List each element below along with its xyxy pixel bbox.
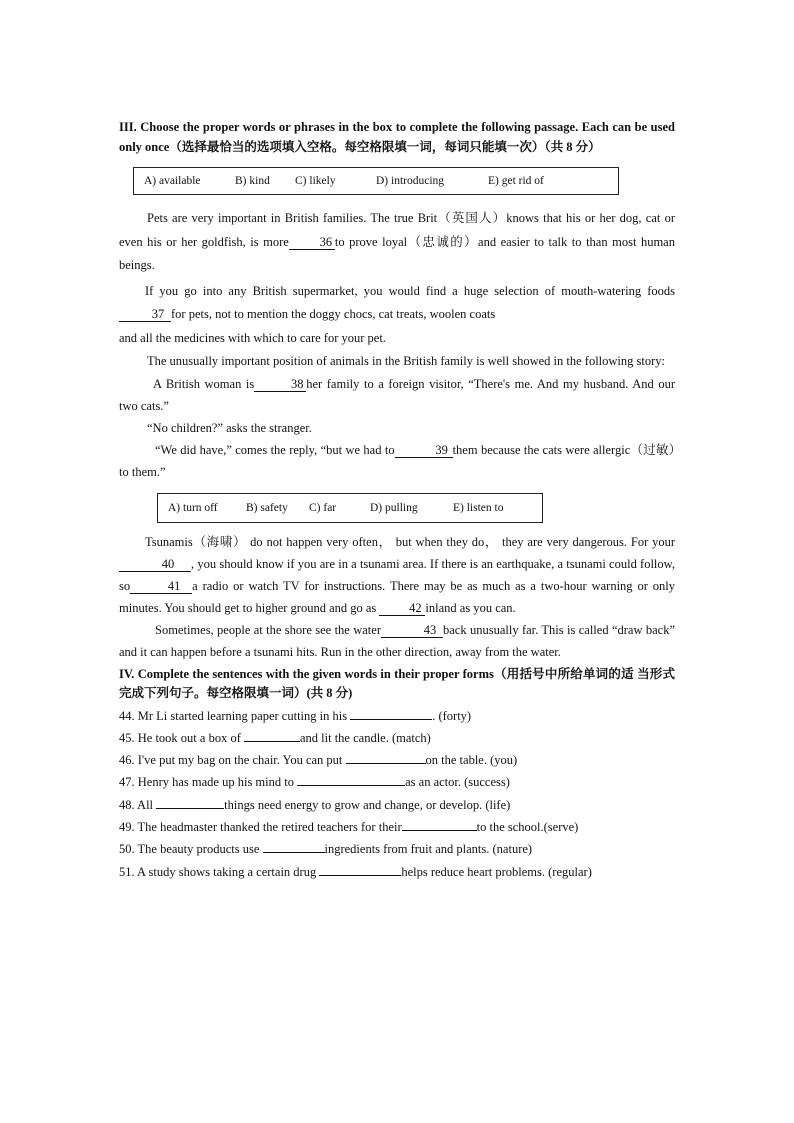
sentence-text: 44. Mr Li started learning paper cutting in his	[119, 708, 351, 723]
passage1-para5: “No children?” asks the stranger.	[147, 420, 312, 435]
answer-blank-51[interactable]	[319, 863, 401, 876]
box1-option-c: C) likely	[295, 175, 336, 187]
sentence-50	[119, 838, 675, 860]
box2-option-a: A) turn off	[168, 501, 218, 514]
sentence-text: ingredients from fruit and plants. (nature)	[324, 842, 533, 857]
passage2-text: inland as you can.	[425, 600, 516, 615]
sentence-44	[119, 705, 675, 727]
sentence-text: 51. A study shows taking a certain drug	[119, 864, 320, 879]
sentence-text: to the school.(serve)	[476, 819, 579, 834]
passage1-text: Pets are very important in British families. The true Brit（英国人）knows that his or her dog, cat or even his or her goldfish, is more	[119, 211, 675, 249]
passage1-para3: The unusually important position of animals in the British family is well showed in the following story:	[147, 353, 665, 368]
sentence-text: 46. I've put my bag on the chair. You can put	[119, 753, 346, 768]
passage2-text: Tsunamis（海啸） do not happen very often， but when they do， they are very dangerous. For your	[145, 534, 675, 549]
sentence-text: 47. Henry has made up his mind to	[119, 775, 298, 790]
passage1-text: A British woman is	[153, 376, 255, 391]
answer-blank-47[interactable]	[297, 773, 405, 786]
sentence-text: 48. All	[119, 797, 157, 812]
sentence-text: 49. The headmaster thanked the retired teachers for their	[119, 819, 402, 834]
passage2-text: , you should know if you are in a tsunami area. If there is an earthquake, a tsunami could follow, so	[119, 556, 675, 593]
passage-2	[119, 531, 675, 663]
sentence-list	[119, 705, 675, 883]
blank-43[interactable]: 43	[381, 623, 443, 638]
passage2-text: back unusually far. This is called “draw back” and it can happen before a tsunami hits. Run in the other direction, away from the water.	[119, 622, 676, 659]
passage1-text: “We did have,” comes the reply, “but we had to	[155, 442, 395, 457]
box1-option-b: B) kind	[235, 175, 270, 187]
passage1-text: for pets, not to mention the doggy chocs, cat treats, woolen coats	[171, 307, 496, 321]
box1-option-e: E) get rid of	[488, 175, 544, 187]
passage1-text: to prove loyal（忠诚的）and easier to talk to than most human beings.	[119, 234, 675, 272]
sentence-text: as an actor. (success)	[405, 775, 510, 790]
sentence-text: and lit the candle. (match)	[299, 730, 431, 745]
passage1-para4	[119, 373, 675, 417]
worksheet-page	[119, 118, 675, 883]
blank-39[interactable]: 39	[395, 443, 453, 458]
passage1-para6	[119, 439, 675, 483]
blank-41[interactable]: 41	[130, 579, 192, 594]
sentence-text: things need energy to grow and change, or develop. (life)	[224, 797, 511, 812]
sentence-47	[119, 771, 675, 793]
passage1-para2-cont: and all the medicines with which to care for your pet.	[119, 330, 386, 345]
box1-option-d: D) introducing	[376, 175, 445, 187]
answer-blank-46[interactable]	[346, 751, 426, 764]
word-box-1	[133, 167, 619, 195]
box1-option-a: A) available	[144, 175, 201, 187]
blank-42[interactable]: 42	[379, 601, 425, 616]
passage1-para1	[119, 207, 675, 278]
section-3-heading: III. Choose the proper words or phrases in the box to complete the following passage. Each can be used only once（选择最恰当的选项填入空格。每空格限填一词，每词只能填一次）（共 8 分）	[119, 120, 675, 154]
passage2-text: a radio or watch TV for instructions. There may be as much as a two-hour warning or only minutes. You should get to higher ground and go as	[119, 578, 675, 615]
answer-blank-49[interactable]	[402, 818, 477, 831]
sentence-text: 50. The beauty products use	[119, 842, 263, 857]
passage1-text: If you go into any British supermarket, you would find a huge selection of mouth-watering foods	[145, 283, 675, 298]
passage1-text: her family to a foreign visitor, “There's me. And my husband. And our two cats.”	[119, 376, 675, 413]
word-box-2	[157, 493, 543, 523]
sentence-text: helps reduce heart problems. (regular)	[401, 864, 592, 879]
passage1-para2	[119, 280, 675, 327]
box2-option-d: D) pulling	[370, 501, 418, 514]
box2-option-b: B) safety	[246, 501, 288, 514]
box2-option-e: E) listen to	[453, 501, 504, 514]
sentence-46	[119, 749, 675, 771]
sentence-49	[119, 816, 675, 838]
section-4-heading: IV. Complete the sentences with the given words in their proper forms（用括号中所给单词的适 当形式完成下列句子。每空格限填一词）(共 8 分)	[119, 666, 675, 700]
passage2-text: Sometimes, people at the shore see the water	[155, 622, 381, 637]
passage2-para2	[119, 619, 675, 663]
answer-blank-44[interactable]	[350, 707, 432, 720]
sentence-text: . (forty)	[432, 708, 472, 723]
blank-38[interactable]: 38	[254, 377, 306, 392]
sentence-45	[119, 727, 675, 749]
sentence-51	[119, 861, 675, 883]
blank-37[interactable]: 37	[119, 307, 171, 322]
sentence-48	[119, 794, 675, 816]
answer-blank-45[interactable]	[244, 729, 300, 742]
blank-36[interactable]: 36	[289, 235, 335, 250]
passage2-para1	[119, 531, 675, 619]
sentence-text: on the table. (you)	[425, 753, 518, 768]
box2-option-c: C) far	[309, 501, 337, 514]
passage1-text: them because the cats were allergic（过敏）to them.”	[119, 442, 675, 479]
blank-40[interactable]: 40	[119, 557, 191, 572]
sentence-text: 45. He took out a box of	[119, 730, 244, 745]
passage-1	[119, 207, 675, 483]
answer-blank-48[interactable]	[156, 796, 224, 809]
answer-blank-50[interactable]	[263, 840, 325, 853]
